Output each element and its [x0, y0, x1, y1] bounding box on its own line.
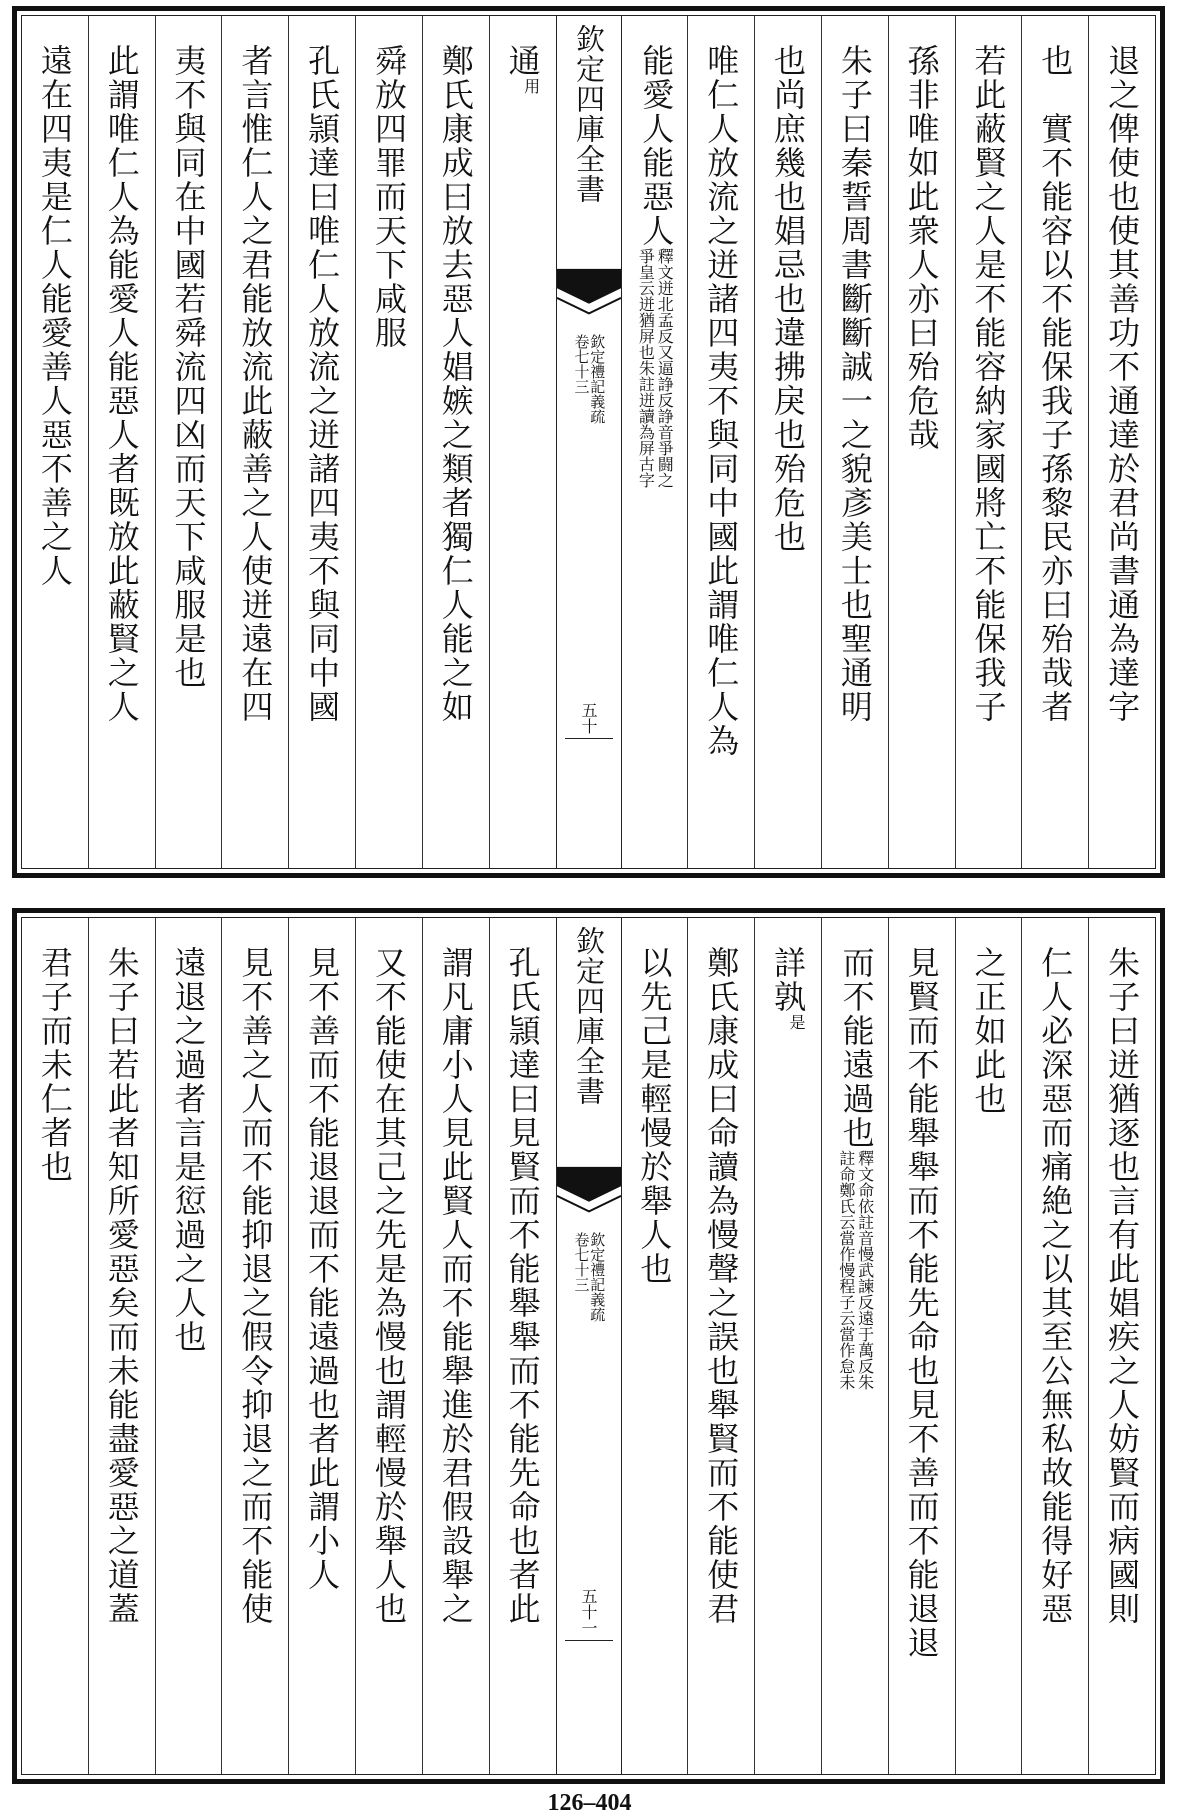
- text-column: [687, 918, 754, 1774]
- text-column: [155, 16, 222, 868]
- column-text: [769, 946, 808, 1030]
- main-text: 詳孰: [769, 946, 808, 1014]
- annotation-text: 爭皇云迸猶屏也朱註迸讀為屏古字: [636, 248, 656, 488]
- text-column: [22, 16, 88, 868]
- text-column: [288, 16, 355, 868]
- column-text: [169, 946, 208, 1354]
- main-text: 遠在四夷是仁人能愛善人惡不善之人: [35, 44, 74, 588]
- banner-subtitle: [573, 334, 605, 424]
- main-text: 夷不與同在中國若舜流四凶而天下咸服是也: [169, 44, 208, 690]
- column-text: [1103, 44, 1142, 724]
- text-column: [22, 918, 88, 1774]
- lower-center-banner: [556, 918, 622, 1774]
- text-column: [888, 16, 955, 868]
- banner-page-number: 五十一: [579, 1588, 598, 1636]
- main-text: 孔氏頴達曰唯仁人放流之迸諸四夷不與同中國: [303, 44, 342, 724]
- column-text: [436, 946, 475, 1626]
- main-text: 朱子曰迸猶逐也言有此娼疾之人妨賢而病國則: [1103, 946, 1142, 1626]
- text-column: [754, 918, 821, 1774]
- upper-page-frame: [21, 15, 1156, 869]
- column-text: [635, 946, 674, 1286]
- main-text: 孫非唯如此衆人亦曰殆危哉: [902, 44, 941, 452]
- banner-volume: 卷七十三: [572, 1232, 591, 1292]
- banner-book-title: 欽定禮記義疏: [588, 334, 607, 424]
- banner-title: 欽定四庫全書: [572, 24, 606, 204]
- text-column: [221, 16, 288, 868]
- text-column: [221, 918, 288, 1774]
- column-text: [902, 946, 941, 1660]
- column-text: [1036, 946, 1075, 1626]
- text-column: [955, 918, 1022, 1774]
- annotation-text: 釋文命依註音慢武諫反遠于萬反朱: [855, 1150, 875, 1390]
- upper-left-half: [22, 16, 556, 868]
- column-text: [969, 946, 1008, 1116]
- main-text: 孔氏頴達曰見賢而不能舉舉而不能先命也者此: [503, 946, 542, 1626]
- main-text: 見不善而不能退退而不能遠過也者此謂小人: [303, 946, 342, 1592]
- column-text: [636, 44, 676, 488]
- main-text: 通: [503, 44, 542, 78]
- column-text: [436, 44, 475, 724]
- main-text: 此謂唯仁人為能愛人能惡人者既放此蔽賢之人: [102, 44, 141, 724]
- text-column: [355, 16, 422, 868]
- text-column: [622, 918, 688, 1774]
- banner-volume: 卷七十三: [572, 334, 591, 394]
- banner-book-title: 欽定禮記義疏: [588, 1232, 607, 1322]
- text-column: [821, 16, 888, 868]
- fish-tail-ornament: [557, 268, 621, 322]
- main-text: 仁人必深惡而痛絶之以其至公無私故能得好惡: [1036, 946, 1075, 1626]
- column-text: [1103, 946, 1142, 1626]
- banner-page-number: 五十: [579, 702, 598, 734]
- page-footer-number: 126–404: [547, 1790, 632, 1816]
- column-text: [102, 946, 141, 1626]
- column-text: [35, 44, 74, 588]
- text-column: [489, 16, 556, 868]
- column-text: [236, 946, 275, 1626]
- annotation-text: 是: [787, 1014, 807, 1030]
- main-text: 遠退之過者言是愆過之人也: [169, 946, 208, 1354]
- main-text: 謂凡庸小人見此賢人而不能舉進於君假設舉之: [436, 946, 475, 1626]
- main-text: 也 實不能容以不能保我子孫黎民亦曰殆哉者: [1036, 44, 1075, 724]
- main-text: 也尚庶幾也娼忌也違拂戾也殆危也: [769, 44, 808, 554]
- banner-rule: [565, 1640, 613, 1641]
- column-text: [102, 44, 141, 724]
- text-column: [88, 918, 155, 1774]
- main-text: 見不善之人而不能抑退之假令抑退之而不能使: [236, 946, 275, 1626]
- upper-page: [12, 6, 1165, 878]
- annotation-text: 註命鄭氏云當作慢程子云當作怠未: [836, 1150, 856, 1390]
- main-text: 之正如此也: [969, 946, 1008, 1116]
- lower-right-half: [622, 918, 1156, 1774]
- banner-title: 欽定四庫全書: [572, 926, 606, 1106]
- lower-page-frame: [21, 917, 1156, 1775]
- text-column: [422, 918, 489, 1774]
- column-text: [35, 946, 74, 1184]
- main-text: 唯仁人放流之迸諸四夷不與同中國此謂唯仁人為: [702, 44, 741, 758]
- annotation-text: 釋文迸北孟反又逼諍反諍音爭闘之: [655, 248, 675, 488]
- fish-tail-ornament: [557, 1166, 621, 1220]
- text-column: [888, 918, 955, 1774]
- text-column: [1021, 918, 1088, 1774]
- upper-right-half: [622, 16, 1156, 868]
- main-text: 能愛人能惡人: [637, 44, 676, 248]
- column-text: [902, 44, 941, 452]
- main-text: 若此蔽賢之人是不能容納家國將亡不能保我子: [969, 44, 1008, 724]
- main-text: 朱子曰秦誓周書斷斷誠一之貌彥美士也聖通明: [835, 44, 874, 724]
- text-column: [355, 918, 422, 1774]
- banner-rule: [565, 738, 613, 739]
- column-text: [1036, 44, 1075, 724]
- column-text: [169, 44, 208, 690]
- text-column: [88, 16, 155, 868]
- column-text: [769, 44, 808, 554]
- main-text: 君子而未仁者也: [35, 946, 74, 1184]
- lower-left-half: [22, 918, 556, 1774]
- text-column: [622, 16, 688, 868]
- column-text: [303, 44, 342, 724]
- main-text: 而不能遠過也: [837, 946, 876, 1150]
- column-text: [702, 946, 741, 1626]
- text-column: [489, 918, 556, 1774]
- column-text: [836, 946, 876, 1390]
- text-column: [955, 16, 1022, 868]
- text-column: [155, 918, 222, 1774]
- text-column: [1088, 918, 1155, 1774]
- column-text: [503, 946, 542, 1626]
- column-text: [702, 44, 741, 758]
- main-text: 鄭氏康成曰放去惡人娼嫉之類者獨仁人能之如: [436, 44, 475, 724]
- text-column: [821, 918, 888, 1774]
- text-column: [754, 16, 821, 868]
- main-text: 見賢而不能舉舉而不能先命也見不善而不能退退: [902, 946, 941, 1660]
- main-text: 退之俾使也使其善功不通達於君尚書通為達字: [1103, 44, 1142, 724]
- text-column: [422, 16, 489, 868]
- main-text: 者言惟仁人之君能放流此蔽善之人使迸遠在四: [236, 44, 275, 724]
- text-column: [1088, 16, 1155, 868]
- column-text: [369, 946, 408, 1626]
- column-text: [503, 44, 542, 94]
- column-text: [969, 44, 1008, 724]
- main-text: 鄭氏康成曰命讀為慢聲之誤也舉賢而不能使君: [702, 946, 741, 1626]
- lower-page: [12, 908, 1165, 1784]
- banner-subtitle: [573, 1232, 605, 1322]
- text-column: [687, 16, 754, 868]
- main-text: 又不能使在其己之先是為慢也謂輕慢於舉人也: [369, 946, 408, 1626]
- column-text: [369, 44, 408, 350]
- main-text: 舜放四罪而天下咸服: [369, 44, 408, 350]
- column-text: [303, 946, 342, 1592]
- upper-center-banner: [556, 16, 622, 868]
- column-text: [236, 44, 275, 724]
- annotation-text: 用: [521, 78, 541, 94]
- main-text: 以先己是輕慢於舉人也: [635, 946, 674, 1286]
- text-column: [288, 918, 355, 1774]
- column-text: [835, 44, 874, 724]
- text-column: [1021, 16, 1088, 868]
- main-text: 朱子曰若此者知所愛惡矣而未能盡愛惡之道蓋: [102, 946, 141, 1626]
